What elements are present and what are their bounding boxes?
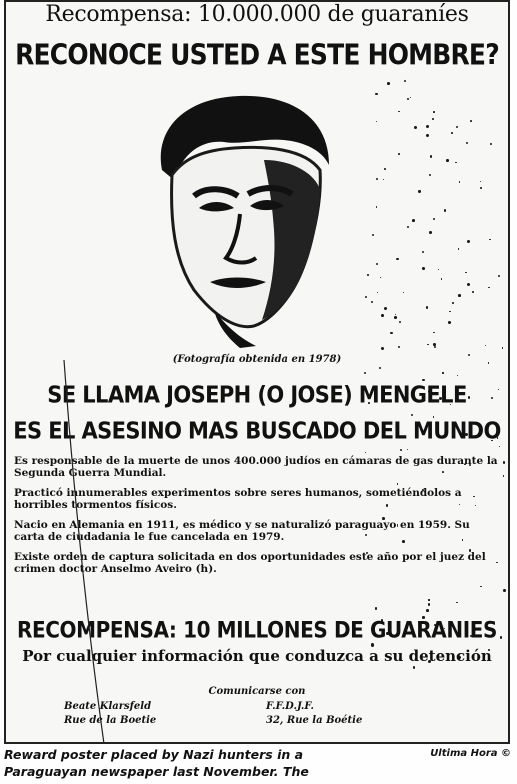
print-speck xyxy=(413,666,416,669)
print-speck xyxy=(398,346,400,348)
print-speck xyxy=(411,414,413,416)
contact-right-block xyxy=(266,700,362,728)
paragraph-experiments: Practicó innumerables experimentos sobre seres humanos, sometiéndolos a horribles tormentos físicos. xyxy=(14,487,462,511)
print-speck xyxy=(407,226,409,228)
print-speck xyxy=(390,332,392,334)
photo-caption: (Fotografía obtenida en 1978) xyxy=(172,354,342,365)
print-speck xyxy=(367,274,369,276)
print-speck xyxy=(503,589,506,592)
reward-poster xyxy=(4,0,510,744)
print-speck xyxy=(380,277,381,278)
print-speck xyxy=(457,375,458,376)
print-speck xyxy=(426,609,429,612)
print-speck xyxy=(452,302,454,304)
newspaper-caption xyxy=(4,746,434,780)
print-speck xyxy=(470,120,472,122)
print-speck xyxy=(384,168,386,170)
reward-bottom-line: RECOMPENSA: 10 MILLONES DE GUARANIES xyxy=(16,616,498,644)
contact-label: Comunicarse con xyxy=(208,686,306,697)
print-speck xyxy=(490,143,492,145)
print-speck xyxy=(488,287,490,289)
subject-headline: ES EL ASESINO MAS BUSCADO DEL MUNDO xyxy=(13,417,501,445)
print-speck xyxy=(433,111,435,113)
print-speck xyxy=(498,275,500,277)
poster-body xyxy=(14,455,500,583)
print-speck xyxy=(428,599,429,600)
print-speck xyxy=(379,367,381,369)
print-speck xyxy=(375,607,377,609)
print-speck xyxy=(426,125,429,128)
print-speck xyxy=(480,187,482,189)
print-speck xyxy=(502,347,504,349)
print-speck xyxy=(414,126,417,129)
print-speck xyxy=(364,372,366,374)
print-speck xyxy=(430,155,433,158)
poster-headline: RECONOCE USTED A ESTE HOMBRE? xyxy=(15,37,499,72)
paragraph-arrest-order: Existe orden de captura solicitada en dos oportunidades este año por el juez del crimen doctor Anselmo Aveiro (h). xyxy=(14,551,486,575)
contact-left-line: Beate Klarsfeld xyxy=(64,701,152,712)
print-speck xyxy=(418,190,420,192)
print-speck xyxy=(449,311,450,312)
contact-left-line: Rue de la Boetie xyxy=(64,715,157,726)
print-speck xyxy=(438,269,439,270)
paragraph-biography: Nacio en Alemania en 1911, es médico y se naturalizó paraguayo en 1959. Su carta de ciudadania le fue cancelada en 1979. xyxy=(14,519,470,543)
print-speck xyxy=(394,316,397,319)
information-request: Por cualquier información que conduzca a su detención xyxy=(22,647,492,665)
print-speck xyxy=(376,178,378,180)
print-speck xyxy=(410,97,411,98)
print-speck xyxy=(426,306,428,308)
print-speck xyxy=(434,346,436,348)
print-speck xyxy=(429,174,431,176)
print-speck xyxy=(429,231,432,234)
print-speck xyxy=(381,347,384,350)
print-speck xyxy=(456,602,458,604)
print-speck xyxy=(376,206,377,207)
print-speck xyxy=(422,251,425,254)
print-speck xyxy=(365,296,367,298)
photo-credit: Ultima Hora © xyxy=(430,748,511,759)
print-speck xyxy=(467,240,470,243)
reward-top-line: Recompensa: 10.000.000 de guaraníes xyxy=(45,2,469,27)
print-speck xyxy=(433,218,435,220)
print-speck xyxy=(472,291,474,293)
print-speck xyxy=(459,181,460,182)
print-speck xyxy=(427,344,429,346)
contact-right-line: 32, Rue la Boétie xyxy=(266,715,363,726)
print-speck xyxy=(489,239,490,240)
print-speck xyxy=(503,475,504,476)
print-speck xyxy=(433,332,434,333)
caption-line: Reward poster placed by Nazi hunters in a xyxy=(4,747,304,762)
print-speck xyxy=(499,446,501,448)
print-speck xyxy=(485,345,486,346)
print-speck xyxy=(400,449,402,451)
print-speck xyxy=(426,134,429,137)
print-speck xyxy=(387,82,390,85)
print-speck xyxy=(441,278,442,279)
print-speck xyxy=(376,263,378,265)
print-speck xyxy=(465,272,466,273)
print-speck xyxy=(365,452,366,453)
print-speck xyxy=(399,321,401,323)
print-speck xyxy=(407,449,408,450)
print-speck xyxy=(432,118,434,120)
print-speck xyxy=(384,307,387,310)
contact-left-block xyxy=(64,700,156,728)
print-speck xyxy=(448,321,451,324)
print-speck xyxy=(376,121,377,122)
print-speck xyxy=(451,132,453,134)
print-speck xyxy=(407,98,409,100)
print-speck xyxy=(446,159,449,162)
print-speck xyxy=(372,234,374,236)
print-speck xyxy=(455,162,456,163)
print-speck xyxy=(395,314,396,315)
print-speck xyxy=(398,153,400,155)
print-speck xyxy=(503,461,506,464)
print-speck xyxy=(428,603,430,605)
print-speck xyxy=(467,283,470,286)
print-speck xyxy=(442,372,443,373)
print-speck xyxy=(381,314,384,317)
print-speck xyxy=(466,142,468,144)
print-speck xyxy=(377,292,378,293)
print-speck xyxy=(458,248,459,249)
name-headline: SE LLAMA JOSEPH (O JOSE) MENGELE xyxy=(47,381,467,409)
print-speck xyxy=(480,181,481,182)
print-speck xyxy=(412,219,415,222)
contact-right-line: F.F.D.J.F. xyxy=(266,701,314,712)
print-speck xyxy=(456,126,458,128)
portrait-photo-icon xyxy=(144,90,344,348)
print-speck xyxy=(422,379,425,382)
print-speck xyxy=(444,209,446,211)
caption-line: Paraguayan newspaper last November. The xyxy=(4,764,309,779)
print-speck xyxy=(396,258,399,261)
print-speck xyxy=(422,267,425,270)
print-speck xyxy=(375,93,377,95)
print-speck xyxy=(383,179,384,180)
print-speck xyxy=(458,294,461,297)
print-speck xyxy=(404,80,406,82)
print-speck xyxy=(371,301,373,303)
print-speck xyxy=(403,292,405,294)
print-speck xyxy=(480,586,481,587)
print-speck xyxy=(398,111,400,113)
paragraph-responsibility: Es responsable de la muerte de unos 400.000 judíos en cámaras de gas durante la Segunda Guerra Mundial. xyxy=(14,455,498,479)
